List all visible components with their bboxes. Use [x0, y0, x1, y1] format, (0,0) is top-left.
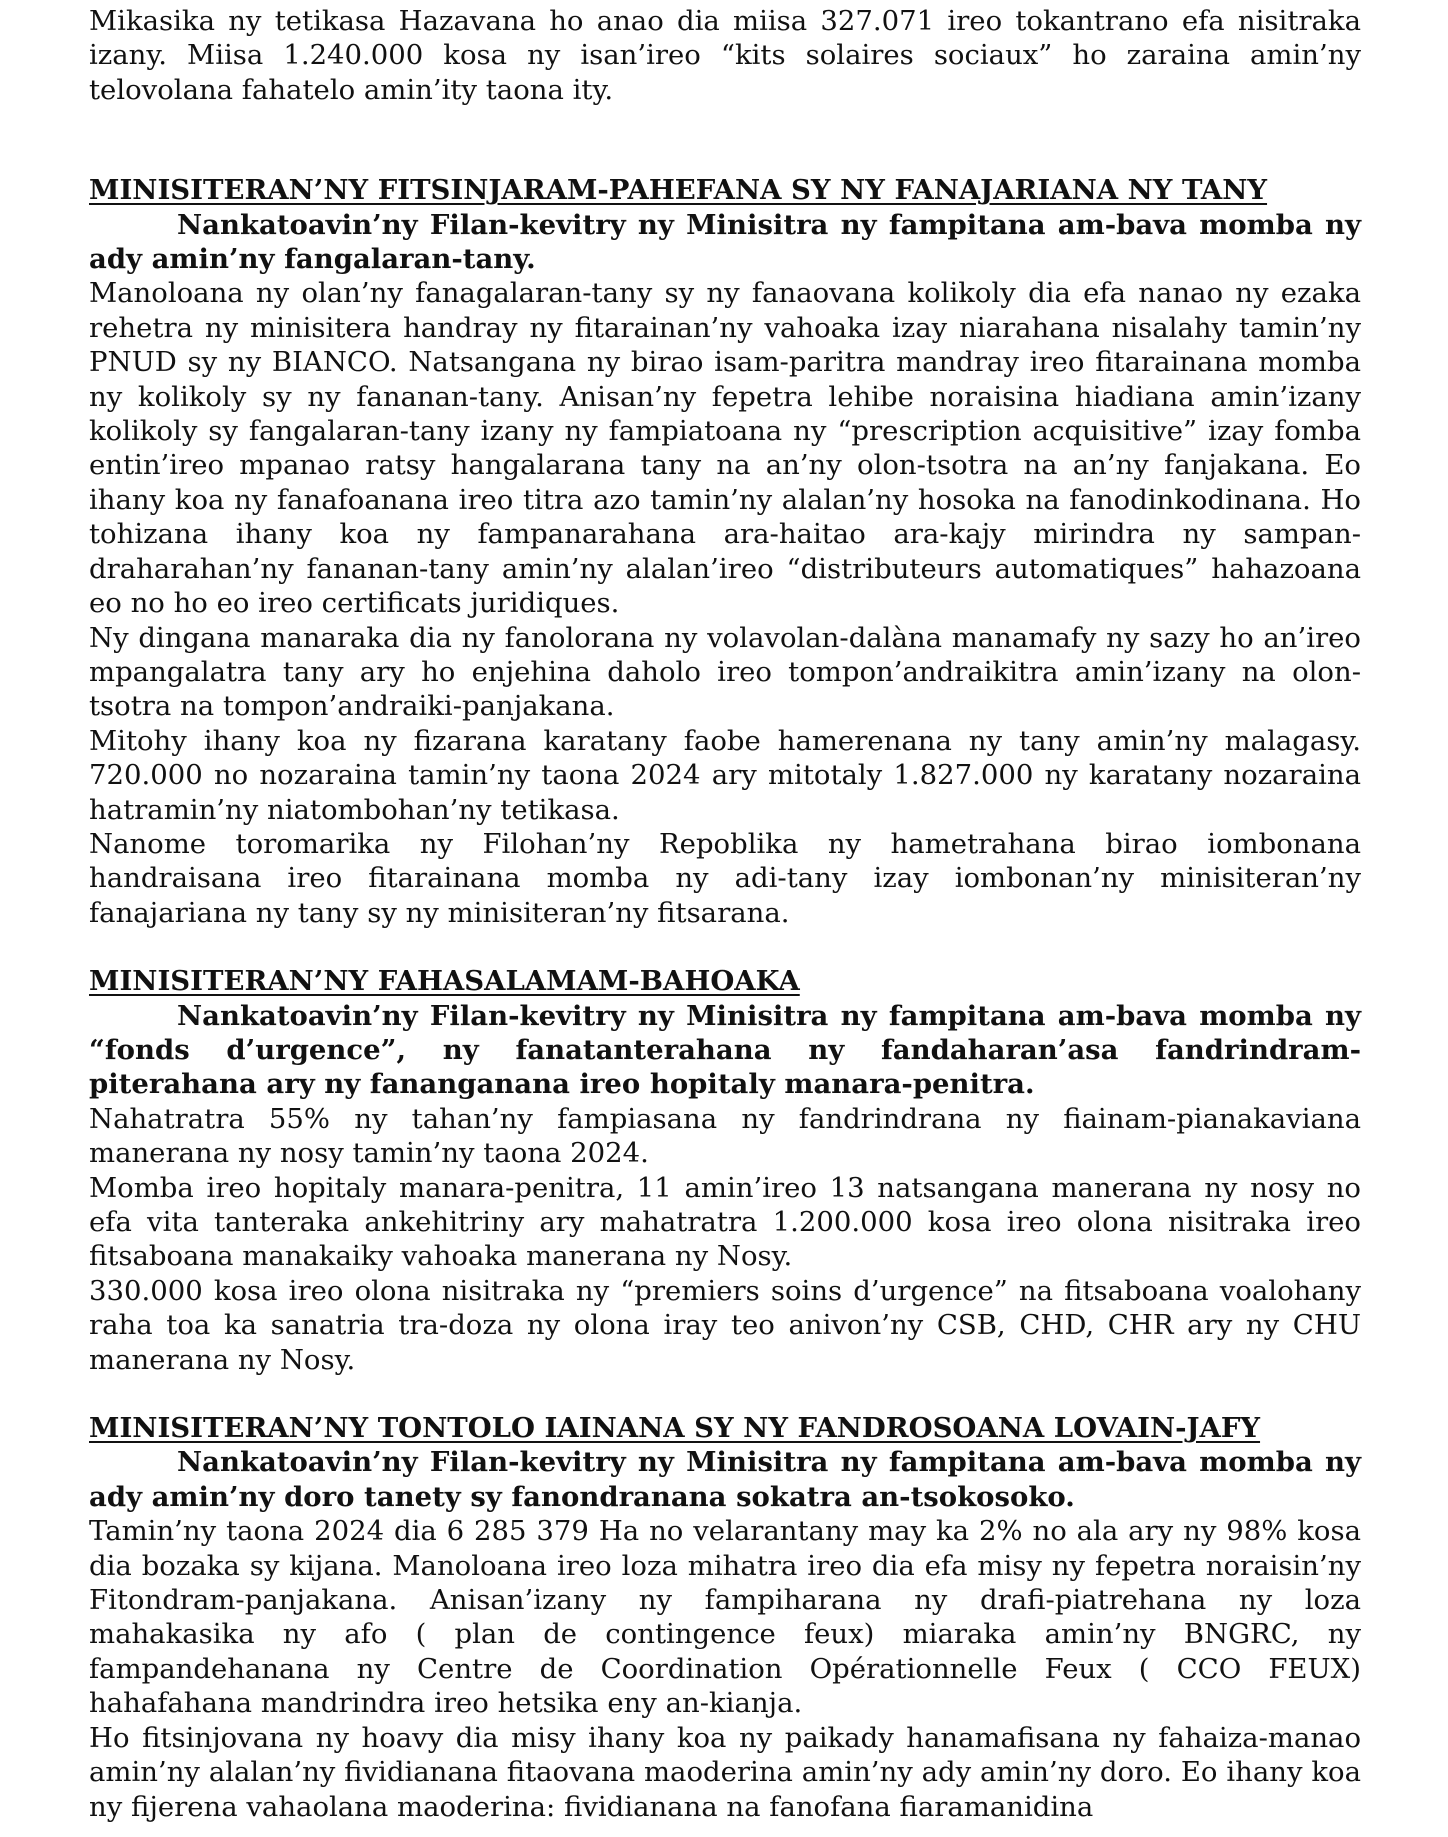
- section-environment-ministry: [89, 1411, 1361, 1824]
- intro-paragraph: Mikasika ny tetikasa Hazavana ho anao dia miisa 327.071 ireo tokantrano efa nisitraka izany. Miisa 1.240.000 kosa ny isan’ireo “kits solaires sociaux” ho zaraina amin’ny telovolana fahatelo amin’ity taona ity.: [89, 5, 1361, 106]
- section-land-ministry: [89, 173, 1361, 930]
- body-paragraph: 330.000 kosa ireo olona nisitraka ny “premiers soins d’urgence” na fitsaboana voalohany raha toa ka sanatria tra-doza ny olona iray teo anivon’ny CSB, CHD, CHR ary ny CHU manerana ny Nosy.: [89, 1274, 1361, 1376]
- section-lead: Nankatoavin’ny Filan-kevitry ny Minisitra ny fampitana am-bava momba ny ady amin’ny doro tanety sy fanondranana sokatra an-tsokosoko.: [89, 1446, 1361, 1513]
- body-paragraph: Nahatratra 55% ny tahan’ny fampiasana ny fandrindrana ny fiainam-pianakaviana manerana ny nosy tamin’ny taona 2024.: [89, 1102, 1361, 1170]
- section-lead: Nankatoavin’ny Filan-kevitry ny Minisitra ny fampitana am-bava momba ny ady amin’ny fangalaran-tany.: [89, 208, 1361, 276]
- body-paragraph: Tamin’ny taona 2024 dia 6 285 379 Ha no velarantany may ka 2% no ala ary ny 98% kosa dia bozaka sy kijana. Manoloana ireo loza mihatra ireo dia efa misy ny fepetra noraisin’ny Fitondram-panjakana. Anisan’izany ny fampiharana ny drafi-piatrehana ny loza mahakasika ny afo ( plan de contingence feux) miaraka amin’ny BNGRC, ny fampandehanana ny Centre de Coordination Opérationnelle Feux ( CCO FEUX) hahafahana mandrindra ireo hetsika eny an-kianja.: [89, 1515, 1361, 1720]
- body-paragraph: Nanome toromarika ny Filohan’ny Repoblika ny hametrahana birao iombonana handraisana ireo fitarainana momba ny adi-tany izay iombonan’ny minisiteran’ny fanajariana ny tany sy ny minisiteran’ny fitsarana.: [89, 827, 1361, 929]
- body-paragraph: Momba ireo hopitaly manara-penitra, 11 amin’ireo 13 natsangana manerana ny nosy no efa vita tanteraka ankehitriny ary mahatratra 1.200.000 kosa ireo olona nisitraka ireo fitsaboana manakaiky vahoaka manerana ny Nosy.: [89, 1171, 1361, 1273]
- section-lead: Nankatoavin’ny Filan-kevitry ny Minisitra ny fampitana am-bava momba ny “fonds d’urgence”, ny fanatanterahana ny fandaharan’asa fandrindram-piterahana ary ny fananganana ireo hopitaly manara-penitra.: [89, 999, 1361, 1101]
- spacer: [89, 107, 1361, 173]
- spacer: [89, 930, 1361, 964]
- body-paragraph: Ny dingana manaraka dia ny fanolorana ny volavolan-dalàna manamafy ny sazy ho an’ireo mpangalatra tany ary ho enjehina daholo ireo tompon’andraikitra amin’izany na olon-tsotra na tompon’andraiki-panjakana.: [89, 621, 1361, 723]
- section-heading: MINISITERAN’NY FAHASALAMAM-BAHOAKA: [89, 965, 800, 998]
- spacer: [89, 1377, 1361, 1411]
- section-heading: MINISITERAN’NY TONTOLO IAINANA SY NY FANDROSOANA LOVAIN-JAFY: [89, 1412, 1261, 1445]
- body-paragraph: Mitohy ihany koa ny fizarana karatany faobe hamerenana ny tany amin’ny malagasy. 720.000 no nozaraina tamin’ny taona 2024 ary mitotaly 1.827.000 ny karatany nozaraina hatramin’ny niatombohan’ny tetikasa.: [89, 724, 1361, 826]
- section-health-ministry: [89, 964, 1361, 1377]
- body-paragraph: Manoloana ny olan’ny fanagalaran-tany sy ny fanaovana kolikoly dia efa nanao ny ezaka rehetra ny minisitera handray ny fitarainan’ny vahoaka izay niarahana nisalahy tamin’ny PNUD sy ny BIANCO. Natsangana ny birao isam-paritra mandray ireo fitarainana momba ny kolikoly sy ny fananan-tany. Anisan’ny fepetra lehibe noraisina hiadiana amin’izany kolikoly sy fangalaran-tany izany ny fampiatoana ny “prescription acquisitive” izay fomba entin’ireo mpanao ratsy hangalarana tany na an’ny olon-tsotra na an’ny fanjakana. Eo ihany koa ny fanafoanana ireo titra azo tamin’ny alalan’ny hosoka na fanodinkodinana. Ho tohizana ihany koa ny fampanarahana ara-haitao ara-kajy mirindra ny sampan-draharahan’ny fananan-tany amin’ny alalan’ireo “distributeurs automatiques” hahazoana eo no ho eo ireo certificats juridiques.: [89, 277, 1361, 620]
- section-heading: MINISITERAN’NY FITSINJARAM-PAHEFANA SY NY FANAJARIANA NY TANY: [89, 174, 1268, 207]
- body-paragraph: Ho fitsinjovana ny hoavy dia misy ihany koa ny paikady hanamafisana ny fahaiza-manao amin’ny alalan’ny fividianana fitaovana maoderina amin’ny ady amin’ny doro. Eo ihany koa ny fijerena vahaolana maoderina: fividianana na fanofana fiaramanidina: [89, 1721, 1361, 1823]
- document-page: [89, 4, 1361, 1824]
